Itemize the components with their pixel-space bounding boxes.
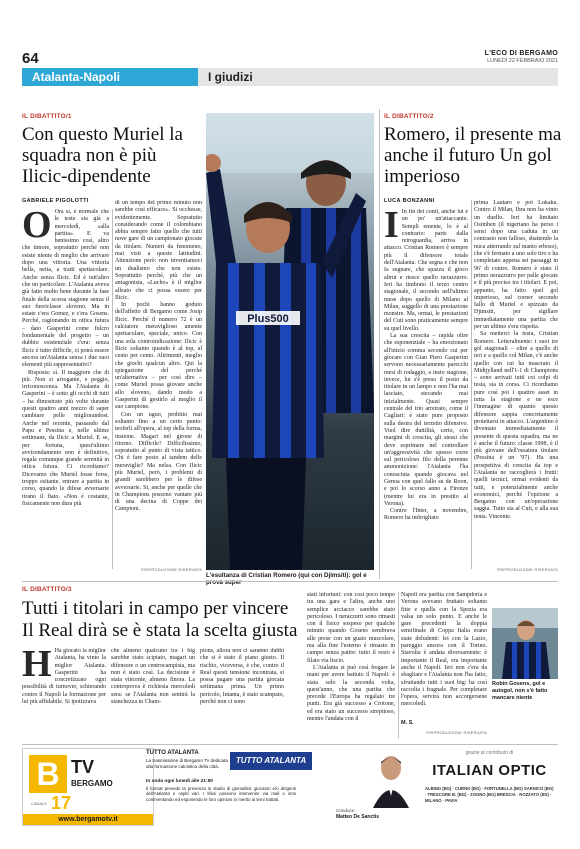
- section-label-sub: I giudizi: [208, 70, 253, 84]
- article3-column-1: [22, 648, 106, 736]
- article3-column-2: [111, 648, 195, 736]
- article2-paragraph: In fin dei conti, anche lui è un po' un'attaccante. Sempli emente, lo è al contrario: parte dalla retroguardia, arriva in attacco. Cristian Romero è sempre più il difensore totale dell'Atalanta. Che segna e che non fa segnare, che spazza il gioco altrui e riesce quello nerazzurro. Ieri ha timbrato il terzo centro stagionale, il secondo nell'ultimo mese dopo quello di Milano al Milan, suggello di una prestazione monstre. Ma, ormai, le prestazioni del Cuti sono praticamente sempre su quel livello.: [384, 209, 468, 332]
- newspaper-name: L'ECO DI BERGAMO: [484, 50, 558, 57]
- article1-paragraph: di un tempo del primo minuto non sarebbe così efficace». Si occhesse, evidentemente. Sopratutto considerando come il colombiano abbia sempre fatto quello che tutti nove gare di un campionato giocate da titolare. Numeri da fenomeno, mai visti a queste latitudini. Attenzione però: non inventiamoci un dualismo che non esiste. Soprattutto perché, più che un antagonista, «Lucho» è il miglior alleato che ci possa essere per Ilicic.: [115, 200, 202, 301]
- channel-label: CANALE: [31, 801, 48, 806]
- article2-column-2: [474, 200, 558, 562]
- article1-paragraph: Con un uguo, probitto mai soltanto fino a un certo punto: teoferli all'opera, al top della forma, insieme. Magari nel girone di ritorno. Difficile? Difficilissimo, sopratutto al punto di vista tattico. Chi è fare posto al tandem delle meraviglie? Ma nelsa. Con Ilicic più Muriel, però, i problemi di grandi sarebbero per le difese avversarie. Si, anche per quelle che in Champions possono vantare più di una decina di Coppe dei Campioni.: [115, 411, 202, 513]
- article3-paragraph: Napoli era partita con Sampdoria e Verona avevano fruttato soltanto fitte e quella con la Spezia era valsa un solo punto. E anche le gare precedenti la doppia semifinale di Coppa Italia erano state deludenti: lei con la Lazio, pareggio ancora con il Torino. Stavolta è andata diversamente: è importante il Real, era importante anche il Napoli. Ieri non c'era da sbagliare e l'Atalanta non l'ha fatto, sfruttando tutti i suoi big: ha così raccolta i fragnale. Per completare l'opera, servirà non accorgersene mercoledì.: [401, 592, 487, 708]
- tutto-atalanta-format: Il format prevede la presenza in studio di giornalisti, giocatori e/o dirigenti dell'Atalanta e ospiti vari. I tifosi possono intervenire via mail o sms commentando ed esponendo le loro opinioni in merito ai temi trattati.: [146, 786, 296, 802]
- column-divider: [112, 209, 113, 569]
- article3-rights: ©RIPRODUZIONE RISERVATA: [425, 730, 487, 735]
- shirt-sponsor: Plus500: [247, 313, 289, 325]
- host-name: Matteo De Sanctis: [336, 814, 380, 820]
- italian-optic-logo: ITALIAN OPTIC: [432, 762, 547, 779]
- article2-byline: LUCA BONZANNI: [384, 198, 435, 204]
- article3-signature: M. S.: [401, 720, 414, 726]
- article3-title-line2: Il Real dirà se è stata la scelta giusta: [22, 620, 298, 641]
- section-label-main: Atalanta-Napoli: [22, 68, 198, 86]
- article2-title: Romero, il presente ma anche il futuro Un gol imperioso: [384, 124, 562, 187]
- article3-paragraph: pions, allora non ci saranno dubbi che si è stato il piano giusto. Il rischio, viceversa, è che, contro il Real questi tensione incontrata, si possa pagare una partita giocata settimana prima. Un primo pericolo, Intanta, è stato scampato, perché non ci sono: [200, 648, 284, 706]
- article2-column-1: [384, 209, 468, 569]
- article1-paragraph: Risposta: sì. Il maggiore che di più. Non si arrogante, e peggio, irriconoscenza. Ma l'Atalanta di Gasperini – è sotto gli occhi di tutti – ha dimostrato più volte durante questi quattro anni mezzo di saper cambiare pelle migliorandosi. Anche nel recente, passando dal Papu e Pessina e, nelle ultime settimane, da Ilicic a Muriel. E se, per fortuna, quest'ultimo avvicendamento non è definitivo, regala comunque grande serenità in ottica futura. Ci ricordiamo? Dicevamo che Muriel fosse forse, troppo esitante, entrare a partita in corso, quando le difese avversarie tirano il fiato. «Non è costante, fisicamente non dura più: [22, 369, 109, 507]
- article3-title-line1: Tutti i titolari in campo per vincere: [22, 598, 289, 619]
- article3-column-3: [200, 648, 284, 736]
- tutto-atalanta-schedule: In onda ogni lunedì alle 21:50: [146, 779, 213, 784]
- ad-divider: [22, 744, 558, 745]
- article1-byline: GABRIELE PIGOLOTTI: [22, 198, 89, 204]
- section-divider: [22, 581, 558, 582]
- article3-paragraph: Ha giocato la miglior Atalanta, ha vinto la miglior Atalanta. Gasperini ha concretizzato ogni possibilità di turnover, schierando contro il Napoli la formazione per lui più affidabile. Si ipotizzava: [22, 648, 106, 706]
- page-number: 64: [22, 50, 39, 67]
- italian-optic-stores: ALBINO (BG) · CURNO (BG) · FORTUNELLA (BG) SARNICO (BG) · TRESCORE B. (BG) · ZOGNO (BG) BRESCIA · ROZZATO (BS) · MILANO · PAVIA: [425, 786, 554, 803]
- dropcap: O: [22, 209, 52, 246]
- sponsor-intro: grazie al contributo di: [465, 750, 514, 756]
- article3-paragraph: stati infortuni: con così poco tempo tra una gara e l'altra, anche uno semplice acciacco sarebbe stato pericoloso. I nerazzurri sono rimasti con il fisico sospeso per qualche minuto quando Gosens sembrava alle prese con un guaio muscolare, ma alla fine l'esterno è rimasto in campo senza patire: tutto il resto è filato via liscio.: [307, 592, 395, 664]
- bergamotv-ad[interactable]: [22, 748, 154, 826]
- photo3-caption: Robin Gosens, gol e autogol, non s'è fatto mancare niente: [492, 681, 548, 701]
- tutto-atalanta-title: TUTTO ATALANTA: [146, 750, 199, 756]
- host-label: Conduce: [336, 808, 355, 813]
- column-divider: [398, 592, 399, 738]
- bergamotv-logo-b: B: [29, 755, 67, 793]
- article2-kicker: IL DIBATTITO/2: [384, 113, 434, 120]
- host-portrait: [371, 752, 411, 808]
- article3-column-5: [401, 592, 487, 718]
- tutto-atalanta-description: La trasmissione di Bergamo Tv dedicata alla formazione calcistica della città.: [146, 758, 228, 769]
- article2-rights: ©RIPRODUZIONE RISERVATA: [496, 567, 558, 572]
- issue-date: LUNEDÌ 22 FEBBRAIO 2021: [487, 58, 558, 64]
- tutto-atalanta-logo: TUTTO ATALANTA: [230, 752, 312, 770]
- channel-number: 17: [51, 793, 72, 813]
- article2-paragraph: Contro l'Inter, a novembre, Romero ha imbrigliato: [384, 508, 468, 522]
- bergamotv-city: BERGAMO: [71, 779, 113, 788]
- article3-column-4: [307, 592, 395, 738]
- article2-paragraph: Sa metterci la testa, Cristian Romero. Letteralmente: i suoi tre gol stagionali – oltre a quello di ieri e a quello col Milan, c'è anche quello con cui ha mascrato il Midtjylland nell'1-1 di Champions – sono arrivati tutti coi colpi di testa, sia in corsa. Ci ricordiamo pure così poi i quattro asset in tutta la stagione e ne esce l'immagine di quanto questo difensore sappia concretamente proiettarsi in attacco. L'argentino è diventato immediatamente il presente di questa squadra, ma ne è anche il futuro: classe 1998, è il più giovane dell'ossatura titolare (Pessina è un '97). Ha una prospettiva di crescita da top e l'Atalanta ne raccoglierà i frutti: quelli tecnici, ormai evidenti da tutti, e potenzialmente anche economici, perché l'opzione a Bergamo con un'operazione saggia. Tutto sta al Cuti, e alla sua tenta. Vincente.: [474, 331, 558, 520]
- photo-caption: L'esultanza di Cristian Romero (qui con Djimsiti): gol e prova super: [206, 572, 367, 586]
- article2-paragraph: La sua crescita – rapida oltre che esponenziale – ha emozionato all'inizio comma secondo cui per giocare con Gian Piero Gasperini servono necessariamente parecchi mesi di rodaggio, a insto stagione, invece, lui s'è preso il posto da titolare in un lampo e non l'ha mai lasciato, stecando mai inizialmente. Quasi sempre centrale del trio arretrato, come il Cagliari: è stato pure proposto sulla destra del terzetto difensivo. Vuol dire duttilità, certo, con margini di crescita, gli stessi che deve esprimere nel controllare un'aggressività che spesso corre sul pericoloso filo della perenne ammonizione: l'Atalanta l'ha conosciuta quando giocava nel Genoa con quel fallo su de Roon, e poi lo scorso anno a Firenze (mentre lui era in prestito al Verona).: [384, 333, 468, 507]
- players-illustration: [206, 113, 374, 570]
- article1-column-2: [115, 200, 202, 562]
- dropcap: I: [384, 209, 399, 246]
- bergamotv-logo-tv: TV: [71, 757, 95, 777]
- article3-kicker: IL DIBATTITO/3: [22, 586, 72, 593]
- player-illustration: [492, 608, 558, 679]
- column-divider: [471, 200, 472, 569]
- article1-paragraph: In pochi hanno goduto dell'affetto di Bergamo come Josip Ilicic. Perché il numero 72 è un calciatore meraviglioso amente spettacolare, speciale, unico. Con una sola controindicazione: Ilicic è Ilicic soltanto quando è al top, al cento per cento. Altrimenti, meglio che giochi qualcun altro. Qui la spiegazione del perché un'alternativa – per così dire – come Muriel possa giovare anche allo sloveno, dando modo a Gasperini di gestirlo al meglio il suo campione.: [115, 302, 202, 411]
- article1-kicker: IL DIBATTITO/1: [22, 113, 72, 120]
- italian-optic-ad[interactable]: [421, 748, 558, 826]
- article1-column-1: [22, 209, 109, 569]
- article3-paragraph: L'Atalanta si può così fregare le mani per avere battuto il Napoli: è stata solo la seconda volta, quest'anno, che una partita che precede l'Europa ha regalato tre punti. Era già successo a Crotone, ed era stato un successo strepitoso, mentre l'andata con il: [307, 664, 395, 723]
- article1-paragraph: Ora sì, è normale che le teste sia già a mercoledì, «alla partita». E va benissimo così, altro che timore, sopratutto perché non esiste niente di meglio che arrivare dopo una vittoria. Una vittoria bella, netta, a tratti spettacolare. Anche senza Ilicic. Ed è tutt'altro che un particolare. L'Atalanta aveva già fatto molto bene durante la fase finale della scorsa stagione senza il suo fuoriclasse sloveno. Ma in estate c'era Gomez, e c'era Gosens. Perché, ragionando in ottica futura – dato Gasperini come fulcro fondamentale del progetto – un dubbio esistenziale c'era: senza Ilicic è tutto difficile, ci potrà essere ancora un'Atalanta senza i due suoi elementi più rappresentativi?: [22, 209, 109, 369]
- section-divider: [379, 109, 380, 579]
- article2-paragraph: prima Lautaro e poi Lukaku. Contro il Milan, Ibra non ha vinto un duello. Ieri ha limitato Osimhen (il nigeriano ha perso i sensi dopo una caduta in un contrasto non falloso, sbattendo la nuca atterrando sul manto erboso), che s'è fermato a uno solo tiro e ha completato appena sei passaggi in 96' di contro. Romero è stato il primo nerazzurro per palle giocate e il più preciso tra i titolari. E poi, appunto, ha fatto quel gol imperioso, sul corner secondo fallo di Muriel e spizzato da Djimsiti, per sigillare immediatamente una partita che per un ultimo s'era rispetta.: [474, 200, 558, 331]
- dropcap: H: [22, 648, 52, 685]
- article3-paragraph: che almeno qualcuno tra i big sarebbe stato sciptato, magari un difensore o un centrocampista, ma non è stato così. La decisione è stata vincente, almeno finora. La controprova è richiesta mercoledì sera: se l'Atalanta non sentirà la stanchezza in Cham-: [111, 648, 195, 706]
- article1-rights: ©RIPRODUZIONE RISERVATA: [140, 567, 202, 572]
- bergamotv-url[interactable]: www.bergamotv.it: [23, 814, 153, 825]
- article1-title: Con questo Muriel la squadra non è più Ilicic-dipendente: [22, 124, 183, 187]
- gosens-photo: [492, 608, 558, 679]
- tutto-atalanta-ad: [146, 748, 417, 826]
- celebration-photo: [206, 113, 374, 570]
